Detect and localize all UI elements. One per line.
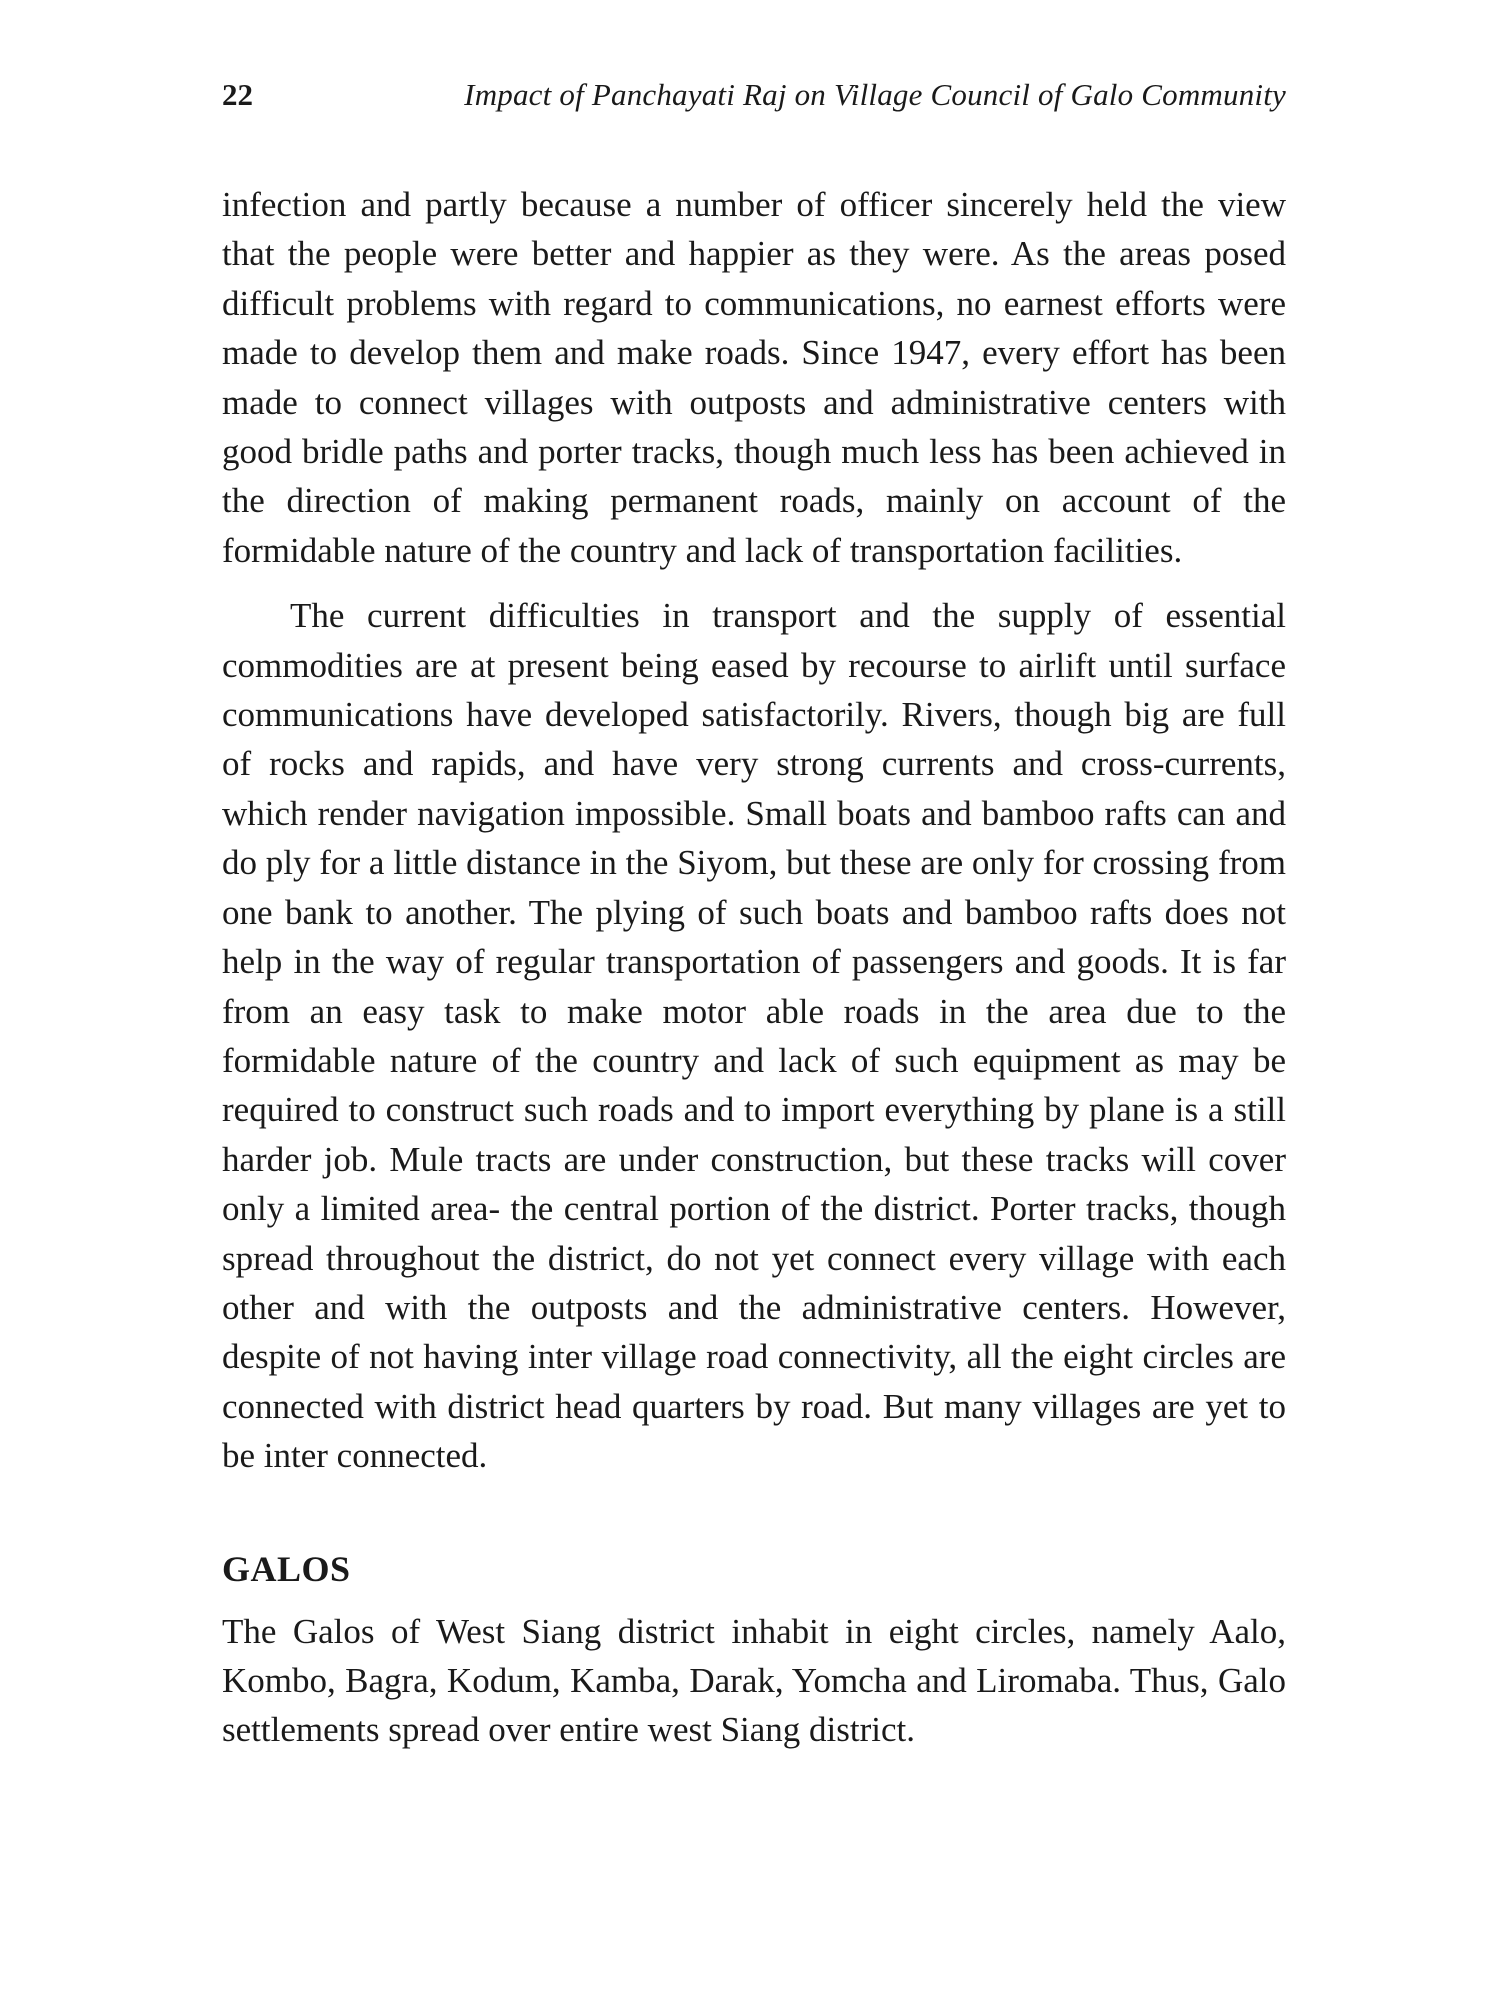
- page-number: 22: [222, 77, 253, 112]
- running-header: [222, 70, 1286, 120]
- section-heading-galos: GALOS: [222, 1548, 351, 1589]
- paragraph-continued: infection and partly because a number of officer sincerely held the view that the people were better and happier as they were. As the areas posed difficult problems with regard to communications, no earnest efforts were made to develop them and make roads. Since 1947, every effort has been made to connect villages with outposts and administrative centers with good bridle paths and porter tracks, though much less has been achieved in the direction of making permanent roads, mainly on account of the formidable nature of the country and lack of transportation facilities.: [222, 185, 1286, 570]
- book-title: Impact of Panchayati Raj on Village Council of Galo Community: [464, 77, 1286, 112]
- paragraph-galos: The Galos of West Siang district inhabit in eight circles, namely Aalo, Kombo, Bagra, Kodum, Kamba, Darak, Yomcha and Liromaba. Thus, Galo settlements spread over entire west Siang district.: [222, 1611, 1286, 1750]
- page-body: [222, 180, 1286, 1755]
- paragraph-transport: The current difficulties in transport and the supply of essential commodities are at present being eased by recourse to airlift until surface communications have developed satisfactorily. Rivers, though big are full of rocks and rapids, and have very strong currents and cross-currents, which render navigation impossible. Small boats and bamboo rafts can and do ply for a little distance in the Siyom, but these are only for crossing from one bank to another. The plying of such boats and bamboo rafts does not help in the way of regular transportation of passengers and goods. It is far from an easy task to make motor able roads in the area due to the formidable nature of the country and lack of such equipment as may be required to construct such roads and to import everything by plane is a still harder job. Mule tracts are under construction, but these tracks will cover only a limited area- the central portion of the district. Porter tracks, though spread throughout the district, do not yet connect every village with each other and with the outposts and the administrative centers. However, despite of not having inter village road connectivity, all the eight circles are connected with district head quarters by road. But many villages are yet to be inter connected.: [222, 596, 1286, 1476]
